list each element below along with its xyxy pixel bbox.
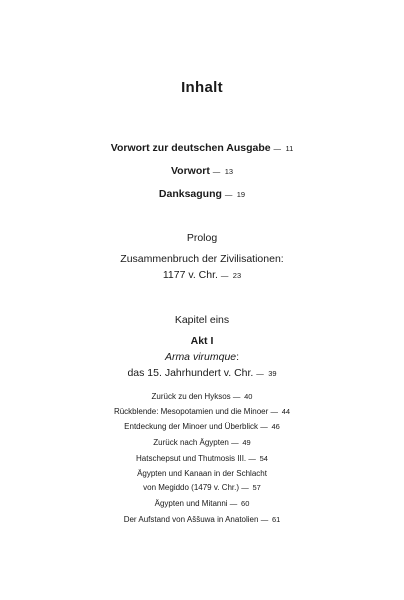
page-title: Inhalt <box>181 79 223 96</box>
toc-entry-megiddo-line1[interactable]: Ägypten und Kanaan in der Schlacht <box>137 469 267 478</box>
prolog-title-line2[interactable] <box>0 270 404 281</box>
chapter-heading: Kapitel eins <box>174 314 230 326</box>
leader-dash: — <box>224 190 232 199</box>
toc-entry-label: Zurück nach Ägypten <box>153 438 229 447</box>
toc-entry-rueckblende[interactable] <box>0 408 404 416</box>
page-number: 60 <box>241 499 250 508</box>
toc-entry-label: das 15. Jahrhundert v. Chr. <box>127 367 254 379</box>
leader-dash: — <box>229 499 237 508</box>
toc-entry-label: Vorwort <box>170 165 210 177</box>
toc-entry-mitanni[interactable] <box>0 500 404 508</box>
page-number: 49 <box>242 438 251 447</box>
toc-entry-label: Rückblende: Mesopotamien und die Minoer <box>113 407 269 416</box>
toc-entry-label: Zurück zu den Hyksos <box>151 392 231 401</box>
leader-dash: — <box>248 454 256 463</box>
leader-dash: — <box>241 483 249 492</box>
toc-entry-vorwort[interactable] <box>0 166 404 177</box>
toc-entry-vorwort-deutsch[interactable] <box>0 143 404 154</box>
prolog-heading: Prolog <box>186 232 218 244</box>
toc-entry-megiddo-line2[interactable] <box>0 484 404 492</box>
toc-entry-label: Hatschepsut und Thutmosis III. <box>136 454 247 463</box>
leader-dash: — <box>270 407 278 416</box>
chapter-subtitle[interactable] <box>0 352 404 363</box>
leader-dash: — <box>220 271 228 280</box>
chapter-subtitle-italic: Arma virumque <box>164 351 237 363</box>
page-number: 61 <box>271 515 281 524</box>
leader-dash: — <box>260 422 268 431</box>
page-number: 44 <box>281 407 291 416</box>
page-number: 54 <box>259 454 268 463</box>
toc-entry-entdeckung[interactable] <box>0 423 404 431</box>
page-number: 57 <box>252 483 261 492</box>
prolog-title-line1[interactable]: Zusammenbruch der Zivilisationen: <box>120 253 284 265</box>
toc-entry-label: Vorwort zur deutschen Ausgabe <box>110 142 271 154</box>
page-number: 23 <box>232 271 242 280</box>
toc-entry-hyksos[interactable] <box>0 393 404 401</box>
leader-dash: — <box>256 369 264 378</box>
leader-dash: — <box>231 438 239 447</box>
page-number: 19 <box>236 190 246 199</box>
chapter-subtitle-line2[interactable] <box>0 368 404 379</box>
page-number: 46 <box>271 422 280 431</box>
page-number: 40 <box>244 392 253 401</box>
chapter-subtitle-colon: : <box>236 351 240 363</box>
toc-entry-label: Danksagung <box>158 188 222 200</box>
leader-dash: — <box>260 515 268 524</box>
toc-entry-label: Ägypten und Mitanni <box>154 499 228 508</box>
toc-entry-label: Der Aufstand von Aššuwa in Anatolien <box>123 515 259 524</box>
page-number: 39 <box>268 369 277 378</box>
toc-entry-hatschepsut[interactable] <box>0 455 404 463</box>
toc-entry-label: Entdeckung der Minoer und Überblick <box>124 422 259 431</box>
toc-entry-aegypten[interactable] <box>0 439 404 447</box>
toc-entry-assuwa[interactable] <box>0 516 404 524</box>
page-number: 11 <box>285 144 294 153</box>
toc-entry-label: von Megiddo (1479 v. Chr.) <box>143 483 240 492</box>
leader-dash: — <box>212 167 220 176</box>
page-number: 13 <box>224 167 234 176</box>
toc-entry-danksagung[interactable] <box>0 189 404 200</box>
leader-dash: — <box>232 392 240 401</box>
act-title: Akt I <box>190 335 214 347</box>
leader-dash: — <box>273 144 281 153</box>
toc-entry-label: 1177 v. Chr. <box>162 269 218 281</box>
